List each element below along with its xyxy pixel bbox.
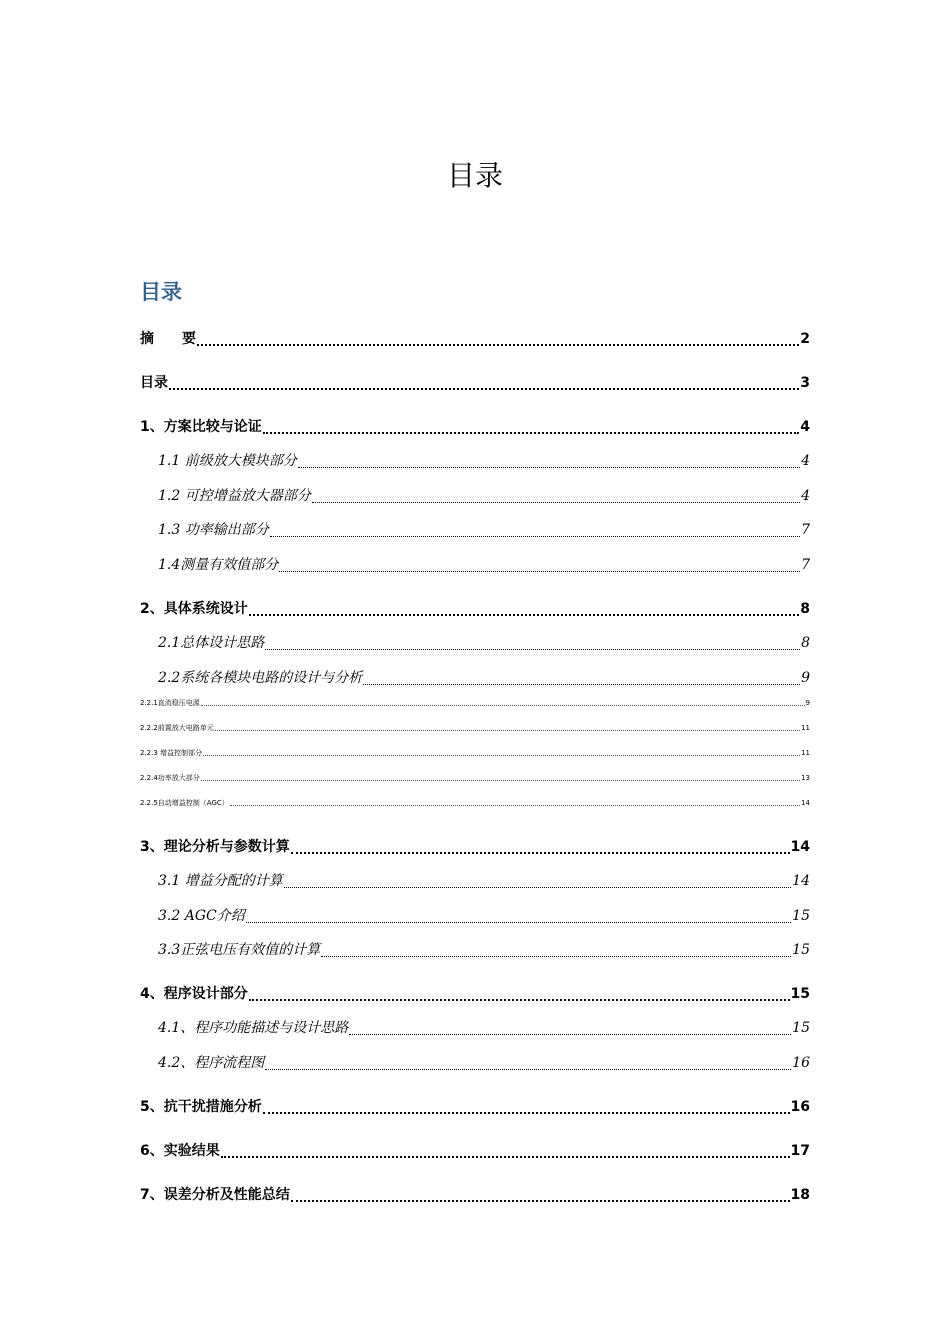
toc-entry-page: 13 [801, 774, 810, 782]
toc-entry-label: 3、理论分析与参数计算 [140, 839, 290, 855]
toc-entry-1-1[interactable] [158, 450, 810, 472]
toc-entry-label: 4、程序设计部分 [140, 986, 248, 1002]
toc-entry-page: 7 [801, 557, 810, 573]
toc-entry-page: 4 [801, 488, 810, 504]
toc-entry-label: 摘 要 [140, 331, 196, 347]
dot-leader [291, 852, 790, 854]
dot-leader [265, 1069, 791, 1070]
dot-leader [284, 887, 791, 888]
toc-entry-2-2[interactable] [158, 667, 810, 689]
toc-entry-1-4[interactable] [158, 554, 810, 576]
toc-entry-page: 14 [790, 839, 810, 855]
toc-entry-2-2-3[interactable] [140, 748, 810, 758]
toc-entry-4-1[interactable] [158, 1017, 810, 1039]
dot-leader [298, 467, 800, 468]
toc-entry-page: 15 [792, 1020, 810, 1036]
toc-entry-label: 2.2.1直流稳压电源 [140, 699, 200, 707]
dot-leader [197, 344, 799, 346]
toc-entry-2-2-4[interactable] [140, 773, 810, 783]
toc-entry-1-3[interactable] [158, 519, 810, 541]
toc-entry-contents[interactable] [140, 372, 810, 394]
toc-entry-section-2[interactable] [140, 598, 810, 620]
toc-entry-2-2-2[interactable] [140, 723, 810, 733]
dot-leader [249, 614, 800, 616]
dot-leader [215, 730, 800, 731]
dot-leader [321, 956, 791, 957]
dot-leader [201, 780, 800, 781]
toc-entry-page: 4 [800, 419, 810, 435]
toc-entry-label: 1、方案比较与论证 [140, 419, 262, 435]
dot-leader [279, 571, 800, 572]
toc-entry-1-2[interactable] [158, 485, 810, 507]
toc-entry-label: 1.2 可控增益放大器部分 [158, 488, 311, 504]
toc-entry-label: 7、误差分析及性能总结 [140, 1187, 290, 1203]
toc-entry-section-5[interactable] [140, 1096, 810, 1118]
toc-entry-page: 16 [792, 1055, 810, 1071]
toc-entry-label: 2.2系统各模块电路的设计与分析 [158, 670, 363, 686]
toc-entry-section-6[interactable] [140, 1140, 810, 1162]
dot-leader [246, 922, 791, 923]
dot-leader [291, 1200, 790, 1202]
toc-entry-label: 2.2.5自动增益控制（AGC） [140, 799, 229, 807]
toc-entry-section-4[interactable] [140, 983, 810, 1005]
toc-entry-label: 2、具体系统设计 [140, 601, 248, 617]
dot-leader [203, 755, 800, 756]
toc-entry-label: 1.3 功率输出部分 [158, 522, 269, 538]
toc-entry-page: 16 [790, 1099, 810, 1115]
toc-entry-label: 2.2.4功率放大部分 [140, 774, 200, 782]
dot-leader [249, 999, 790, 1001]
toc-entry-label: 2.2.3 增益控制部分 [140, 749, 203, 757]
toc-entry-page: 14 [801, 799, 810, 807]
toc-entry-section-3[interactable] [140, 836, 810, 858]
dot-leader [201, 705, 805, 706]
dot-leader [263, 1112, 790, 1114]
toc-entry-page: 3 [800, 375, 810, 391]
toc-entry-label: 3.3正弦电压有效值的计算 [158, 942, 321, 958]
page-title: 目录 [446, 159, 503, 192]
toc-entry-page: 4 [801, 453, 810, 469]
toc-entry-2-2-1[interactable] [140, 698, 810, 708]
toc-entry-page: 7 [801, 522, 810, 538]
toc-entry-page: 18 [790, 1187, 810, 1203]
dot-leader [230, 805, 800, 806]
dot-leader [221, 1156, 790, 1158]
toc-entry-section-7[interactable] [140, 1184, 810, 1206]
toc-entry-page: 9 [801, 670, 810, 686]
toc-entry-label: 1.1 前级放大模块部分 [158, 453, 297, 469]
toc-entry-page: 11 [801, 749, 810, 757]
toc-entry-label: 6、实验结果 [140, 1143, 220, 1159]
toc-entry-page: 8 [800, 601, 810, 617]
toc-entry-section-1[interactable] [140, 416, 810, 438]
dot-leader [265, 649, 800, 650]
toc-entry-3-2[interactable] [158, 905, 810, 927]
dot-leader [363, 684, 800, 685]
toc-entry-3-3[interactable] [158, 939, 810, 961]
toc-entry-2-1[interactable] [158, 632, 810, 654]
toc-entry-page: 15 [792, 942, 810, 958]
toc-entry-page: 15 [790, 986, 810, 1002]
toc-entry-4-2[interactable] [158, 1052, 810, 1074]
toc-entry-label: 4.2、程序流程图 [158, 1055, 265, 1071]
toc-entry-page: 8 [801, 635, 810, 651]
toc-entry-page: 2 [800, 331, 810, 347]
toc-entry-abstract[interactable] [140, 328, 810, 350]
toc-entry-page: 14 [792, 873, 810, 889]
dot-leader [349, 1034, 791, 1035]
dot-leader [312, 502, 800, 503]
toc-entry-page: 9 [805, 699, 810, 707]
toc-entry-label: 3.2 AGC介绍 [158, 908, 245, 924]
dot-leader [169, 388, 799, 390]
toc-entry-label: 2.1总体设计思路 [158, 635, 265, 651]
dot-leader [263, 432, 800, 434]
toc-entry-label: 3.1 增益分配的计算 [158, 873, 283, 889]
toc-entry-label: 4.1、程序功能描述与设计思路 [158, 1020, 349, 1036]
toc-entry-label: 2.2.2前置放大电路单元 [140, 724, 214, 732]
toc-entry-page: 11 [801, 724, 810, 732]
toc-entry-label: 1.4测量有效值部分 [158, 557, 279, 573]
toc-entry-page: 15 [792, 908, 810, 924]
toc-heading: 目录 [140, 280, 182, 304]
toc-entry-page: 17 [790, 1143, 810, 1159]
dot-leader [270, 536, 800, 537]
toc-entry-2-2-5[interactable] [140, 798, 810, 808]
toc-entry-label: 目录 [140, 375, 168, 391]
toc-entry-3-1[interactable] [158, 870, 810, 892]
toc-entry-label: 5、抗干扰措施分析 [140, 1099, 262, 1115]
